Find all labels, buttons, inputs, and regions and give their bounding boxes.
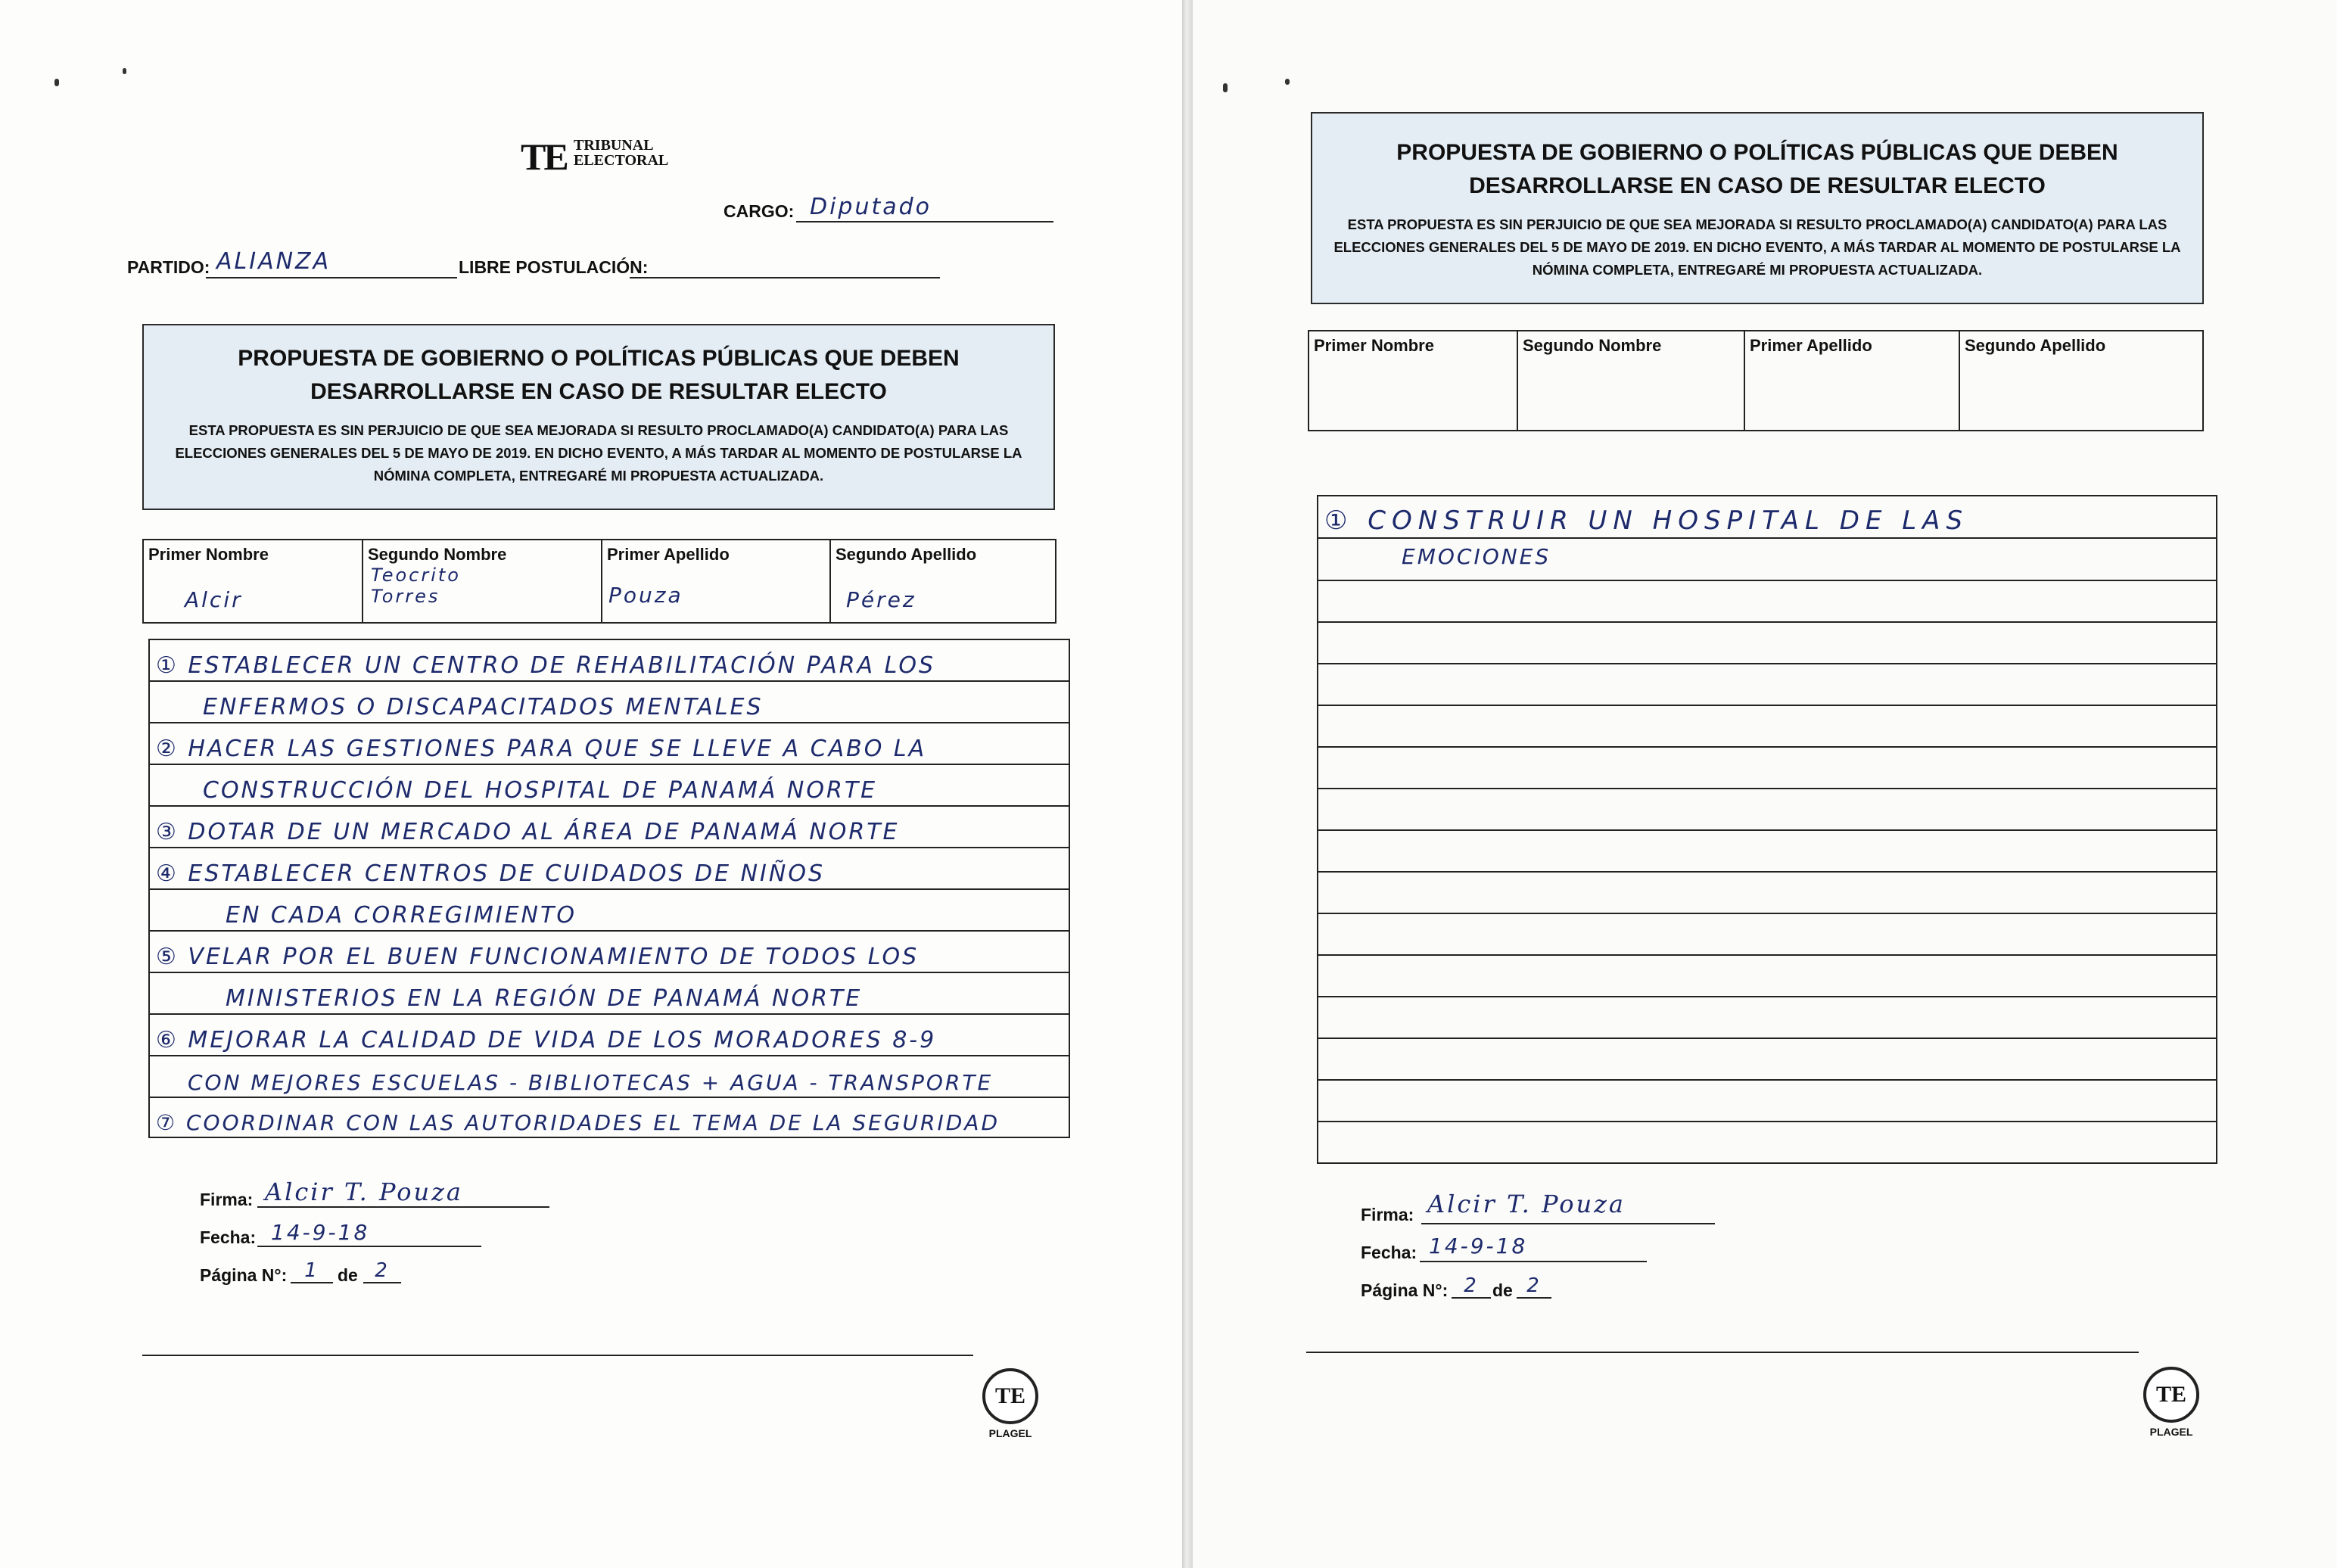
primer-nombre-cell: Primer Nombre Alcir — [144, 540, 363, 622]
proposal-line: CON MEJORES ESCUELAS - BIBLIOTECAS + AGUA - TRANSPORTE — [150, 1056, 1069, 1098]
primer-nombre-cell: Primer Nombre — [1309, 331, 1518, 430]
proposal-line: ENFERMOS O DISCAPACITADOS MENTALES — [150, 682, 1069, 723]
proposal-line: ④ ESTABLECER CENTROS DE CUIDADOS DE NIÑOS — [150, 848, 1069, 890]
firma-label: Firma: — [200, 1190, 254, 1209]
header-subtitle: ESTA PROPUESTA ES SIN PERJUICIO DE QUE SEA MEJORADA SI RESULTO PROCLAMADO(A) CANDIDATO(A) PARA LAS ELECCIONES GENERALES DEL 5 DE MAYO DE 2019. EN DICHO EVENTO, A MÁS TARDAR AL MOMENTO DE POSTULARSE LA NÓMINA COMPLETA, ENTREGARÉ MI PROPUESTA ACTUALIZADA. — [175, 422, 1022, 484]
proposal-line — [1318, 1039, 2216, 1081]
te-seal-icon: TE — [982, 1368, 1038, 1424]
pagina-total: 2 — [363, 1259, 401, 1283]
footer-rule — [142, 1355, 973, 1356]
proposal-line — [1318, 581, 2216, 623]
form-page-2 — [1193, 0, 2337, 1568]
pagina-num: 2 — [1452, 1274, 1491, 1299]
cargo-field: Diputado — [796, 194, 1053, 222]
proposal-line: ⑥ MEJORAR LA CALIDAD DE VIDA DE LOS MORADORES 8-9 — [150, 1015, 1069, 1056]
header-title: PROPUESTA DE GOBIERNO O POLÍTICAS PÚBLICAS QUE DEBEN DESARROLLARSE EN CASO DE RESULTAR ELECTO — [1396, 140, 2118, 198]
pagina-total: 2 — [1517, 1274, 1551, 1299]
fecha-label: Fecha: — [200, 1227, 257, 1247]
footer-rule — [1306, 1352, 2139, 1353]
proposal-line: ① ESTABLECER UN CENTRO DE REHABILITACIÓN PARA LOS — [150, 640, 1069, 682]
proposal-lines — [148, 639, 1070, 1138]
libre-postulacion-field — [630, 250, 940, 278]
scan-speck — [123, 68, 126, 74]
proposal-line — [1318, 831, 2216, 873]
segundo-apellido-cell: Segundo Apellido Pérez — [836, 545, 977, 612]
cargo-label: CARGO: — [724, 201, 795, 221]
scan-speck — [54, 79, 59, 86]
proposal-lines — [1317, 495, 2217, 1164]
segundo-apellido-cell: Segundo Apellido — [1965, 336, 2106, 355]
proposal-line: ③ DOTAR DE UN MERCADO AL ÁREA DE PANAMÁ NORTE — [150, 807, 1069, 848]
pagina-num: 1 — [291, 1259, 333, 1283]
names-table — [142, 539, 1056, 624]
firma-label: Firma: — [1361, 1205, 1414, 1224]
proposal-header — [142, 324, 1055, 510]
primer-apellido-cell: Primer Apellido Pouza — [602, 540, 831, 622]
fecha-field: 14-9-18 — [257, 1220, 481, 1247]
pagina-label: Página N°: — [1361, 1280, 1449, 1300]
proposal-line: ① CONSTRUIR UN HOSPITAL DE LAS — [1318, 496, 2216, 539]
pagina-de: de — [1492, 1280, 1513, 1300]
firma-field: Alcir T. Pouza — [257, 1178, 549, 1208]
proposal-line: EMOCIONES — [1318, 539, 2216, 581]
fecha-label: Fecha: — [1361, 1243, 1417, 1262]
proposal-line — [1318, 1081, 2216, 1122]
page-gutter — [1182, 0, 1193, 1568]
proposal-line — [1318, 664, 2216, 706]
seal-text: PLAGEL — [2149, 1426, 2193, 1438]
proposal-line — [1318, 623, 2216, 664]
proposal-line: EN CADA CORREGIMIENTO — [150, 890, 1069, 932]
segundo-nombre-cell: Segundo Nombre — [1518, 331, 1745, 430]
proposal-header — [1311, 112, 2204, 304]
segundo-nombre-cell: Segundo Nombre Teocrito Torres — [363, 540, 602, 622]
proposal-line — [1318, 914, 2216, 956]
proposal-line — [1318, 706, 2216, 748]
proposal-line: MINISTERIOS EN LA REGIÓN DE PANAMÁ NORTE — [150, 973, 1069, 1015]
libre-postulacion-label: LIBRE POSTULACIÓN: — [459, 257, 649, 277]
partido-label: PARTIDO: — [127, 257, 210, 277]
te-seal-icon: TE — [2143, 1367, 2199, 1423]
names-table — [1308, 330, 2204, 431]
proposal-line — [1318, 748, 2216, 789]
partido-field: ALIANZA — [206, 248, 457, 278]
proposal-line — [1318, 1122, 2216, 1162]
header-title: PROPUESTA DE GOBIERNO O POLÍTICAS PÚBLICAS QUE DEBEN DESARROLLARSE EN CASO DE RESULTAR ELECTO — [238, 346, 960, 404]
pagina-de: de — [338, 1265, 358, 1285]
firma-field: Alcir T. Pouza — [1421, 1190, 1715, 1224]
proposal-line — [1318, 997, 2216, 1039]
scan-speck — [1285, 79, 1290, 85]
proposal-line: CONSTRUCCIÓN DEL HOSPITAL DE PANAMÁ NORTE — [150, 765, 1069, 807]
proposal-line: ⑦ COORDINAR CON LAS AUTORIDADES EL TEMA DE LA SEGURIDAD — [156, 1110, 1000, 1135]
proposal-line — [1318, 956, 2216, 997]
fecha-field: 14-9-18 — [1420, 1234, 1647, 1262]
proposal-line: ⑤ VELAR POR EL BUEN FUNCIONAMIENTO DE TODOS LOS — [150, 932, 1069, 973]
scan-speck — [1223, 83, 1228, 92]
pagina-label: Página N°: — [200, 1265, 288, 1285]
tribunal-electoral-logo: TE TRIBUNAL ELECTORAL — [521, 135, 669, 178]
seal-text: PLAGEL — [988, 1427, 1032, 1439]
proposal-line — [1318, 873, 2216, 914]
proposal-line — [1318, 789, 2216, 831]
primer-apellido-cell: Primer Apellido — [1745, 331, 1960, 430]
proposal-line: ② HACER LAS GESTIONES PARA QUE SE LLEVE A CABO LA — [150, 723, 1069, 765]
header-subtitle: ESTA PROPUESTA ES SIN PERJUICIO DE QUE SEA MEJORADA SI RESULTO PROCLAMADO(A) CANDIDATO(A) PARA LAS ELECCIONES GENERALES DEL 5 DE MAYO DE 2019. EN DICHO EVENTO, A MÁS TARDAR AL MOMENTO DE POSTULARSE LA NÓMINA COMPLETA, ENTREGARÉ MI PROPUESTA ACTUALIZADA. — [1333, 216, 2181, 278]
